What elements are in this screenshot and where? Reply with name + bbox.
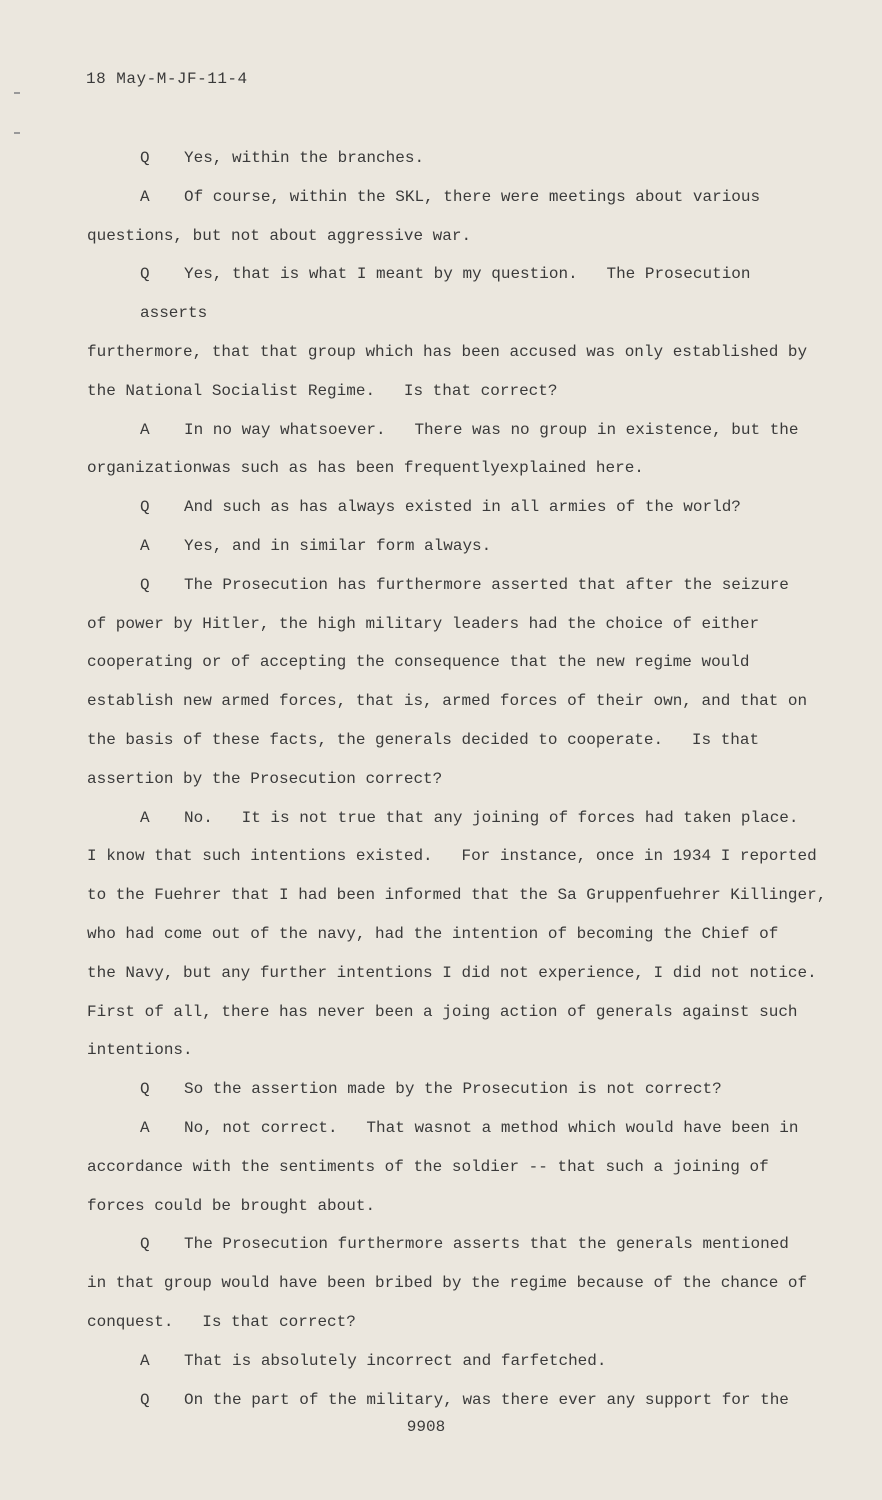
transcript-text: Yes, within the branches. (184, 149, 425, 167)
transcript-line (87, 333, 827, 372)
speaker-label: Q (140, 1390, 150, 1409)
transcript-paragraph-start (87, 566, 827, 605)
transcript-line (87, 1303, 827, 1342)
transcript-paragraph-start (87, 1381, 827, 1420)
transcript-line (87, 217, 827, 256)
transcript-line (87, 372, 827, 411)
transcript-paragraph-start (87, 1070, 827, 1109)
margin-mark (14, 132, 20, 134)
speaker-label: A (140, 187, 150, 206)
speaker-label: Q (140, 498, 150, 517)
transcript-text: conquest. Is that correct? (87, 1312, 356, 1331)
transcript-text: Of course, within the SKL, there were meetings about various (184, 187, 761, 206)
transcript-text: cooperating or of accepting the consequence that the new regime would (87, 653, 750, 672)
transcript-text: furthermore, that that group which has been accused was only established by (87, 342, 808, 361)
speaker-label: Q (140, 575, 150, 594)
transcript-text: the basis of these facts, the generals decided to cooperate. Is that (87, 730, 760, 749)
transcript-text: of power by Hitler, the high military leaders had the choice of either (87, 614, 760, 633)
transcript-text: forces could be brought about. (87, 1196, 376, 1215)
transcript-text: In no way whatsoever. There was no group in existence, but the (184, 420, 799, 439)
speaker-label: A (140, 420, 150, 439)
transcript-text: The Prosecution has furthermore asserted that after the seizure (184, 575, 789, 594)
transcript-line (87, 876, 827, 915)
transcript-paragraph-start (87, 139, 827, 178)
transcript-text: questions, but not about aggressive war. (87, 226, 472, 245)
transcript-text: No, not correct. That wasnot a method which would have been in (184, 1118, 799, 1137)
transcript-text: The Prosecution furthermore asserts that the generals mentioned (184, 1235, 789, 1254)
transcript-text: accordance with the sentiments of the soldier -- that such a joining of (87, 1157, 769, 1176)
transcript-line (87, 1264, 827, 1303)
speaker-label: Q (140, 265, 150, 284)
page-number: 9908 (406, 1418, 446, 1436)
transcript-body (87, 139, 827, 1419)
transcript-text: And such as has always existed in all armies of the world? (184, 498, 741, 517)
transcript-paragraph-start (87, 1225, 827, 1264)
transcript-line (87, 1187, 827, 1226)
transcript-line (87, 605, 827, 644)
transcript-paragraph-start (87, 488, 827, 527)
transcript-text: establish new armed forces, that is, armed forces of their own, and that on (87, 692, 808, 711)
transcript-paragraph-start (87, 799, 827, 838)
transcript-line (87, 1148, 827, 1187)
transcript-line (87, 643, 827, 682)
transcript-paragraph-start (87, 411, 827, 450)
speaker-label: A (140, 536, 150, 555)
transcript-paragraph-start (87, 1342, 827, 1381)
transcript-line (87, 1031, 827, 1070)
speaker-label: A (140, 1118, 150, 1137)
transcript-text: That is absolutely incorrect and farfetched. (184, 1351, 607, 1370)
transcript-text: who had come out of the navy, had the intention of becoming the Chief of (87, 924, 779, 943)
transcript-text: intentions. (87, 1041, 193, 1060)
transcript-line (87, 682, 827, 721)
speaker-label: Q (140, 1235, 150, 1254)
transcript-text: in that group would have been bribed by the regime because of the chance of (87, 1274, 808, 1293)
page-header: 18 May-M-JF-11-4 (86, 70, 248, 88)
transcript-text: No. It is not true that any joining of forces had taken place. (184, 808, 799, 827)
transcript-text: I know that such intentions existed. For instance, once in 1934 I reported (87, 847, 817, 866)
transcript-line (87, 837, 827, 876)
transcript-paragraph-start (87, 1109, 827, 1148)
transcript-line (87, 993, 827, 1032)
transcript-text: Yes, that is what I meant by my question. The Prosecution asserts (140, 265, 761, 323)
transcript-paragraph-start (87, 255, 827, 333)
transcript-line (87, 760, 827, 799)
transcript-line (87, 721, 827, 760)
transcript-text: assertion by the Prosecution correct? (87, 769, 443, 788)
transcript-line (87, 449, 827, 488)
transcript-line (87, 954, 827, 993)
transcript-text: the National Socialist Regime. Is that correct? (87, 381, 558, 400)
transcript-text: the Navy, but any further intentions I did not experience, I did not notice. (87, 963, 817, 982)
transcript-text: On the part of the military, was there ever any support for the (184, 1390, 789, 1409)
transcript-paragraph-start (87, 527, 827, 566)
transcript-text: organizationwas such as has been frequentlyexplained here. (87, 459, 644, 478)
transcript-text: to the Fuehrer that I had been informed that the Sa Gruppenfuehrer Killinger, (87, 886, 827, 905)
transcript-text: Yes, and in similar form always. (184, 536, 492, 555)
transcript-line (87, 915, 827, 954)
speaker-label: Q (140, 1080, 150, 1099)
transcript-paragraph-start (87, 178, 827, 217)
speaker-label: A (140, 1351, 150, 1370)
transcript-text: First of all, there has never been a joing action of generals against such (87, 1002, 798, 1021)
speaker-label: Q (140, 149, 150, 167)
margin-mark (14, 92, 20, 94)
transcript-text: So the assertion made by the Prosecution is not correct? (184, 1080, 722, 1099)
speaker-label: A (140, 808, 150, 827)
